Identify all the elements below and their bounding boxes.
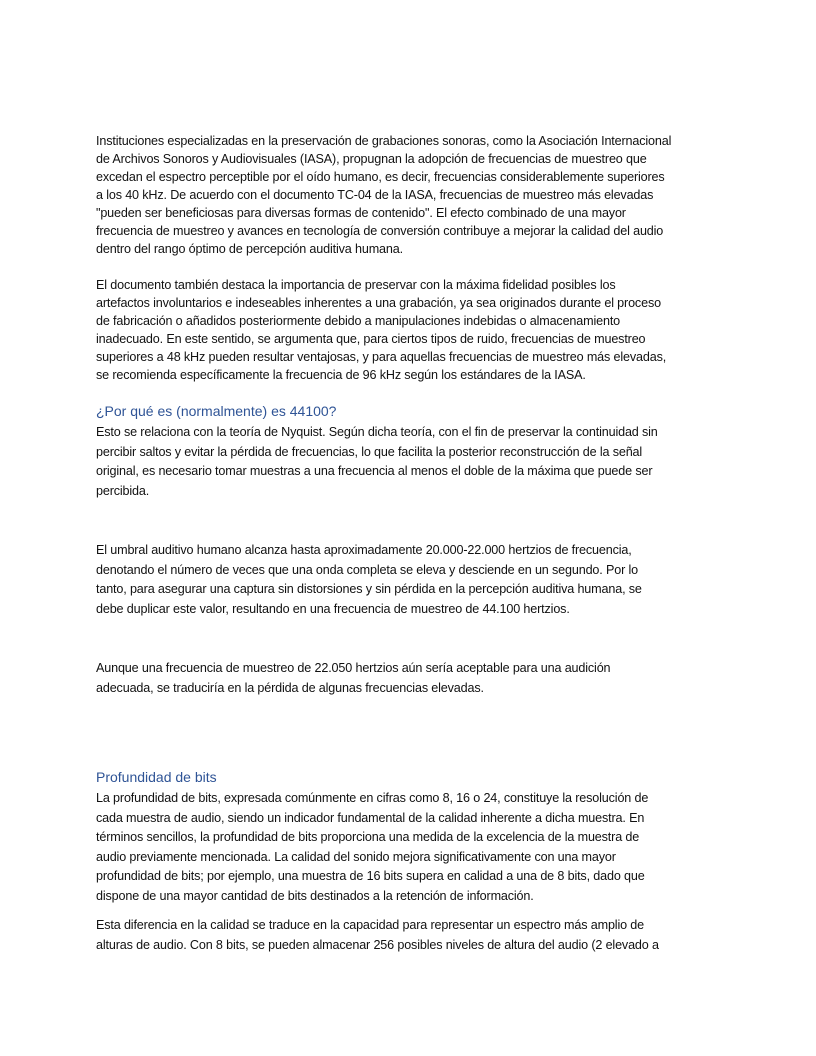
text-line: debe duplicar este valor, resultando en una frecuencia de muestreo de 44.100 hertzios. (96, 601, 570, 616)
text-line: excedan el espectro perceptible por el oído humano, es decir, frecuencias considerablemente superiores (96, 170, 665, 184)
paragraph-nyquist (96, 423, 736, 501)
text-line: Aunque una frecuencia de muestreo de 22.050 hertzios aún sería aceptable para una audición (96, 661, 611, 675)
text-line: percibir saltos y evitar la pérdida de frecuencias, lo que facilita la posterior reconstrucción de la señal (96, 444, 643, 459)
text-line: se recomienda específicamente la frecuencia de 96 kHz según los estándares de la IASA. (96, 368, 586, 382)
text-line: dispone de una mayor cantidad de bits destinados a la retención de información. (96, 888, 534, 903)
text-line: original, es necesario tomar muestras a una frecuencia al menos el doble de la máxima que puede ser (96, 464, 653, 479)
text-line: artefactos involuntarios e indeseables inherentes a una grabación, ya sea originados durante el proceso (96, 296, 661, 310)
text-line: adecuada, se traduciría en la pérdida de algunas frecuencias elevadas. (96, 680, 484, 695)
text-line: cada muestra de audio, siendo un indicador fundamental de la calidad inherente a dicha muestra. En (96, 810, 645, 825)
text-line: términos sencillos, la profundidad de bits proporciona una medida de la excelencia de la muestra de (96, 830, 640, 845)
paragraph-artefactos (96, 276, 736, 384)
paragraph-iasa (96, 132, 736, 258)
paragraph-profundidad (96, 789, 736, 907)
paragraph-umbral (96, 541, 736, 619)
text-line: La profundidad de bits, expresada comúnmente en cifras como 8, 16 o 24, constituye la resolución de (96, 791, 649, 805)
text-line: tanto, para asegurar una captura sin distorsiones y sin pérdida en la percepción auditiva humana, se (96, 582, 642, 597)
text-line: profundidad de bits; por ejemplo, una muestra de 16 bits supera en calidad a una de 8 bits, dado que (96, 869, 645, 884)
text-line: El umbral auditivo humano alcanza hasta aproximadamente 20.000-22.000 hertzios de frecuencia, (96, 543, 632, 557)
text-line: audio previamente mencionada. La calidad del sonido mejora significativamente con una mayor (96, 849, 616, 864)
text-line: Instituciones especializadas en la preservación de grabaciones sonoras, como la Asociación Internacional (96, 134, 672, 148)
text-line: frecuencia de muestreo y avances en tecnología de conversión contribuye a mejorar la calidad del audio (96, 224, 664, 238)
text-line: de fabricación o añadidos posteriormente debido a manipulaciones indebidas o almacenamiento (96, 314, 621, 328)
text-line: de Archivos Sonoros y Audiovisuales (IASA), propugnan la adopción de frecuencias de muestreo que (96, 152, 647, 166)
text-line: alturas de audio. Con 8 bits, se pueden almacenar 256 posibles niveles de altura del audio (2 elevado a (96, 937, 659, 952)
paragraph-diferencia (96, 916, 736, 955)
text-line: superiores a 48 kHz pueden resultar ventajosas, y para aquellas frecuencias de muestreo más elevadas, (96, 350, 667, 364)
heading-profundidad-bits: Profundidad de bits (96, 769, 217, 785)
text-line: dentro del rango óptimo de percepción auditiva humana. (96, 242, 403, 256)
text-line: denotando el número de veces que una onda completa se eleva y desciende en un segundo. Por lo (96, 562, 638, 577)
paragraph-22050 (96, 659, 736, 698)
text-line: Esto se relaciona con la teoría de Nyquist. Según dicha teoría, con el fin de preservar la continuidad sin (96, 425, 658, 439)
text-line: Esta diferencia en la calidad se traduce en la capacidad para representar un espectro más amplio de (96, 918, 645, 932)
text-line: El documento también destaca la importancia de preservar con la máxima fidelidad posibles los (96, 278, 616, 292)
text-line: "pueden ser beneficiosas para diversas formas de contenido". El efecto combinado de una mayor (96, 206, 626, 220)
heading-44100: ¿Por qué es (normalmente) es 44100? (96, 403, 337, 419)
text-line: percibida. (96, 483, 150, 498)
text-line: a los 40 kHz. De acuerdo con el documento TC-04 de la IASA, frecuencias de muestreo más elevadas (96, 188, 654, 202)
text-line: inadecuado. En este sentido, se argumenta que, para ciertos tipos de ruido, frecuencias de muestreo (96, 332, 646, 346)
